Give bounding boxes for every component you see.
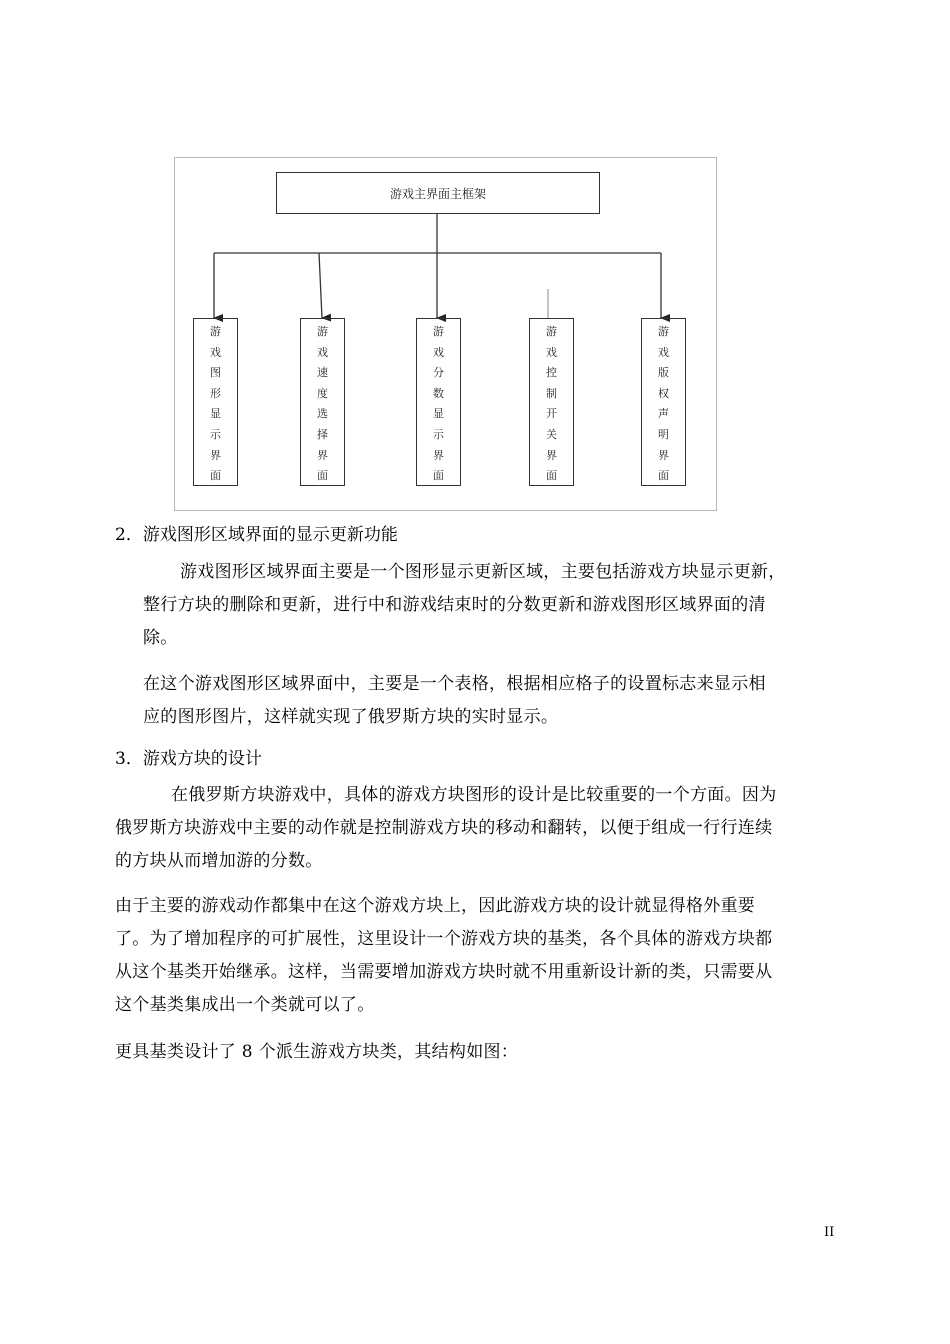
page-number: II [824,1225,835,1240]
section-3-paragraph-2 [115,890,772,1022]
node-char: 戏 [210,345,221,359]
diagram-node-control-switch [529,318,574,486]
diagram-connectors [0,0,950,520]
node-char: 示 [210,427,221,441]
text-line: 整行方块的删除和更新，进行中和游戏结束时的分数更新和游戏图形区域界面的清 [143,595,766,615]
node-char: 选 [317,407,328,421]
node-char: 戏 [658,345,669,359]
node-char: 游 [210,325,221,338]
node-char: 戏 [433,345,444,359]
text-line: 在这个游戏图形区域界面中，主要是一个表格，根据相应格子的设置标志来显示相 [143,674,766,694]
node-char: 游 [433,325,444,338]
node-char: 界 [433,448,444,462]
node-char: 制 [546,386,557,400]
node-char: 游 [658,325,669,338]
node-char: 数 [433,386,444,400]
section-2-paragraph-1 [143,556,786,655]
diagram-root-node [276,172,600,214]
section-3-paragraph-3 [115,1036,518,1069]
node-char: 游 [317,325,328,338]
node-char: 图 [210,366,221,380]
node-char: 示 [433,427,444,441]
diagram-root-label: 游戏主界面主框架 [389,186,486,201]
node-char: 速 [317,366,328,380]
node-char: 面 [546,469,557,483]
text-line: 了。为了增加程序的可扩展性，这里设计一个游戏方块的基类，各个具体的游戏方块都 [115,929,773,949]
node-char: 关 [546,427,557,441]
text-line: 的方块从而增加游的分数。 [115,851,323,871]
node-char: 界 [317,448,328,462]
diagram-node-copyright [641,318,686,486]
node-char: 面 [210,469,221,483]
diagram-node-speed-select [300,318,345,486]
text-line: 俄罗斯方块游戏中主要的动作就是控制游戏方块的移动和翻转，以便于组成一行行连续 [115,818,773,838]
node-char: 界 [210,448,221,462]
node-char: 显 [433,407,444,421]
text-line: 游戏图形区域界面主要是一个图形显示更新区域，主要包括游戏方块显示更新， [180,562,786,582]
node-char: 游 [546,325,557,338]
node-char: 开 [546,407,557,421]
node-char: 面 [317,469,328,483]
node-char: 形 [210,386,221,400]
text-line: 应的图形图片，这样就实现了俄罗斯方块的实时显示。 [143,707,559,727]
section-2-heading: 2．游戏图形区域界面的显示更新功能 [115,525,398,545]
text-line: 这个基类集成出一个类就可以了。 [115,995,375,1015]
section-2-paragraph-2 [143,668,766,734]
node-char: 显 [210,407,221,421]
node-char: 择 [317,427,328,441]
text-line: 在俄罗斯方块游戏中，具体的游戏方块图形的设计是比较重要的一个方面。因为 [171,785,777,805]
section-3-paragraph-1 [115,779,777,878]
node-char: 戏 [546,345,557,359]
diagram-node-score-display [416,318,461,486]
node-char: 面 [658,469,669,483]
node-char: 面 [433,469,444,483]
node-char: 度 [317,386,328,400]
node-char: 控 [546,366,557,380]
node-char: 分 [433,366,444,380]
text-line: 更具基类设计了 8 个派生游戏方块类，其结构如图： [115,1042,519,1062]
text-line: 由于主要的游戏动作都集中在这个游戏方块上，因此游戏方块的设计就显得格外重要 [115,896,756,916]
node-char: 明 [658,427,669,441]
node-char: 界 [546,448,557,462]
node-char: 版 [658,366,669,380]
text-line: 从这个基类开始继承。这样，当需要增加游戏方块时就不用重新设计新的类，只需要从 [115,962,773,982]
diagram-node-graphics-display [193,318,238,486]
node-char: 权 [658,386,669,400]
node-char: 声 [658,407,669,421]
text-line: 除。 [143,628,178,648]
connector-arrow-2 [319,253,322,318]
section-3-heading: 3．游戏方块的设计 [115,749,262,769]
node-char: 戏 [317,345,328,359]
node-char: 界 [658,448,669,462]
